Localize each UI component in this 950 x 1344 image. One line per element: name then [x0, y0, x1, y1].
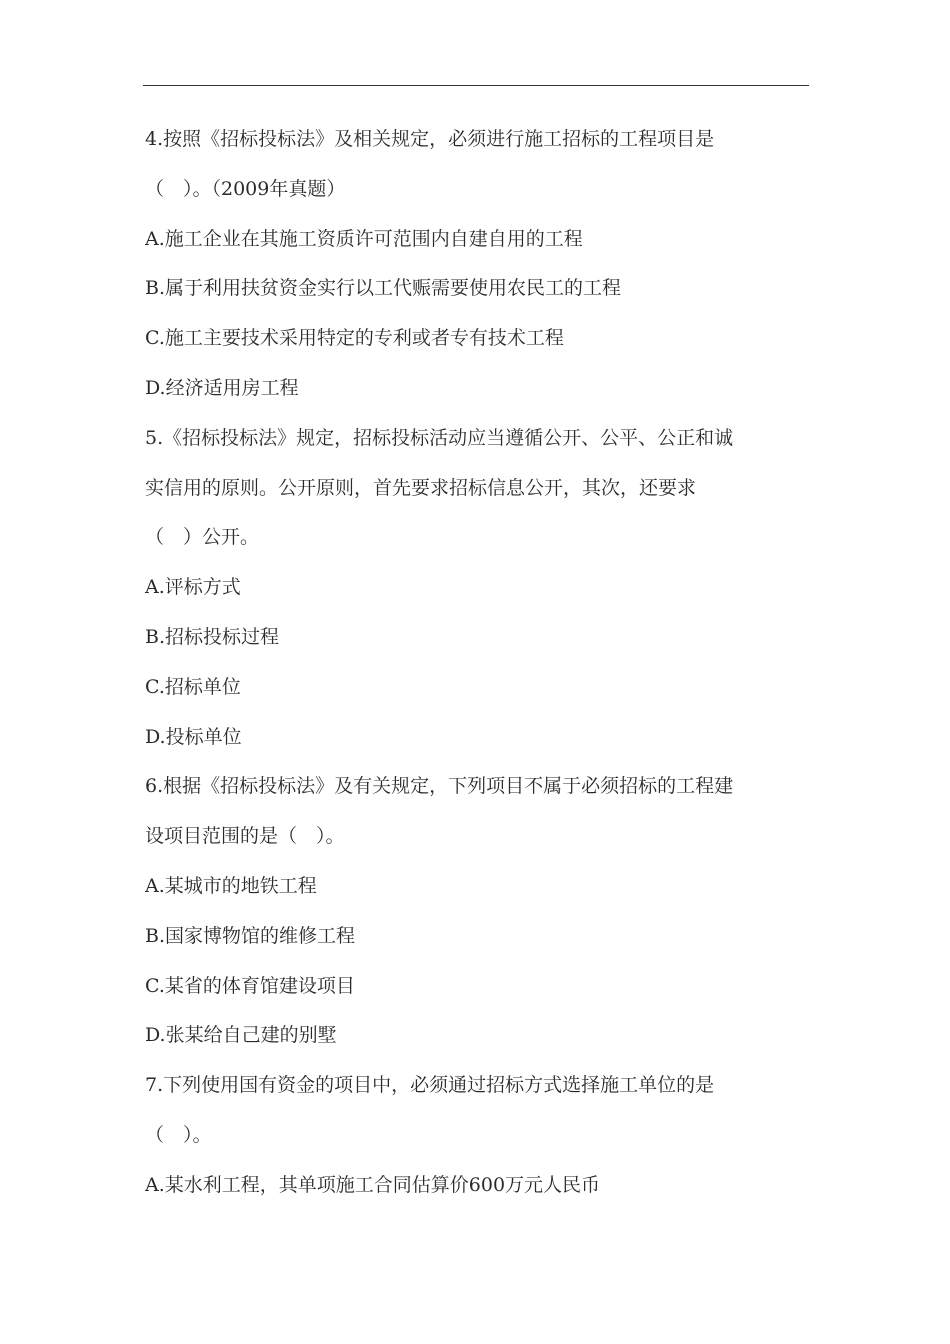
question-7-option-a: A.某水利工程，其单项施工合同估算价600万元人民币	[145, 1173, 601, 1196]
question-4-option-a: A.施工企业在其施工资质许可范围内自建自用的工程	[145, 227, 583, 250]
question-6-option-a: A.某城市的地铁工程	[145, 874, 317, 897]
question-6-option-d: D.张某给自己建的别墅	[145, 1024, 337, 1047]
question-4-option-d: D.经济适用房工程	[145, 376, 299, 399]
question-5-stem-line-2: 实信用的原则。公开原则，首先要求招标信息公开，其次，还要求	[145, 476, 697, 499]
question-5-option-c: C.招标单位	[145, 675, 241, 698]
question-text-block	[145, 115, 805, 1211]
question-5-stem-line-3: （ ）公开。	[145, 526, 260, 549]
question-4-option-b: B.属于利用扶贫资金实行以工代赈需要使用农民工的工程	[145, 277, 622, 300]
question-4-stem-line-1: 4.按照《招标投标法》及相关规定，必须进行施工招标的工程项目是	[145, 128, 715, 150]
question-6-option-c: C.某省的体育馆建设项目	[145, 974, 355, 997]
question-4-option-c: C.施工主要技术采用特定的专利或者专有技术工程	[145, 327, 564, 350]
question-5-option-b: B.招标投标过程	[145, 625, 280, 648]
question-5-option-d: D.投标单位	[145, 725, 242, 748]
header-rule	[143, 85, 809, 86]
question-6-stem-line-1: 6.根据《招标投标法》及有关规定，下列项目不属于必须招标的工程建	[145, 775, 734, 798]
question-7-stem-line-2: （ ）。	[145, 1123, 212, 1146]
question-4-stem-line-2: （ ）。（2009年真题）	[145, 177, 346, 200]
question-5-option-a: A.评标方式	[145, 576, 241, 599]
question-6-option-b: B.国家博物馆的维修工程	[145, 924, 356, 947]
question-5-stem-line-1: 5.《招标投标法》规定，招标投标活动应当遵循公开、公平、公正和诚	[145, 426, 734, 449]
question-7-stem-line-1: 7.下列使用国有资金的项目中，必须通过招标方式选择施工单位的是	[145, 1074, 715, 1097]
question-6-stem-line-2: 设项目范围的是（ ）。	[145, 825, 345, 848]
